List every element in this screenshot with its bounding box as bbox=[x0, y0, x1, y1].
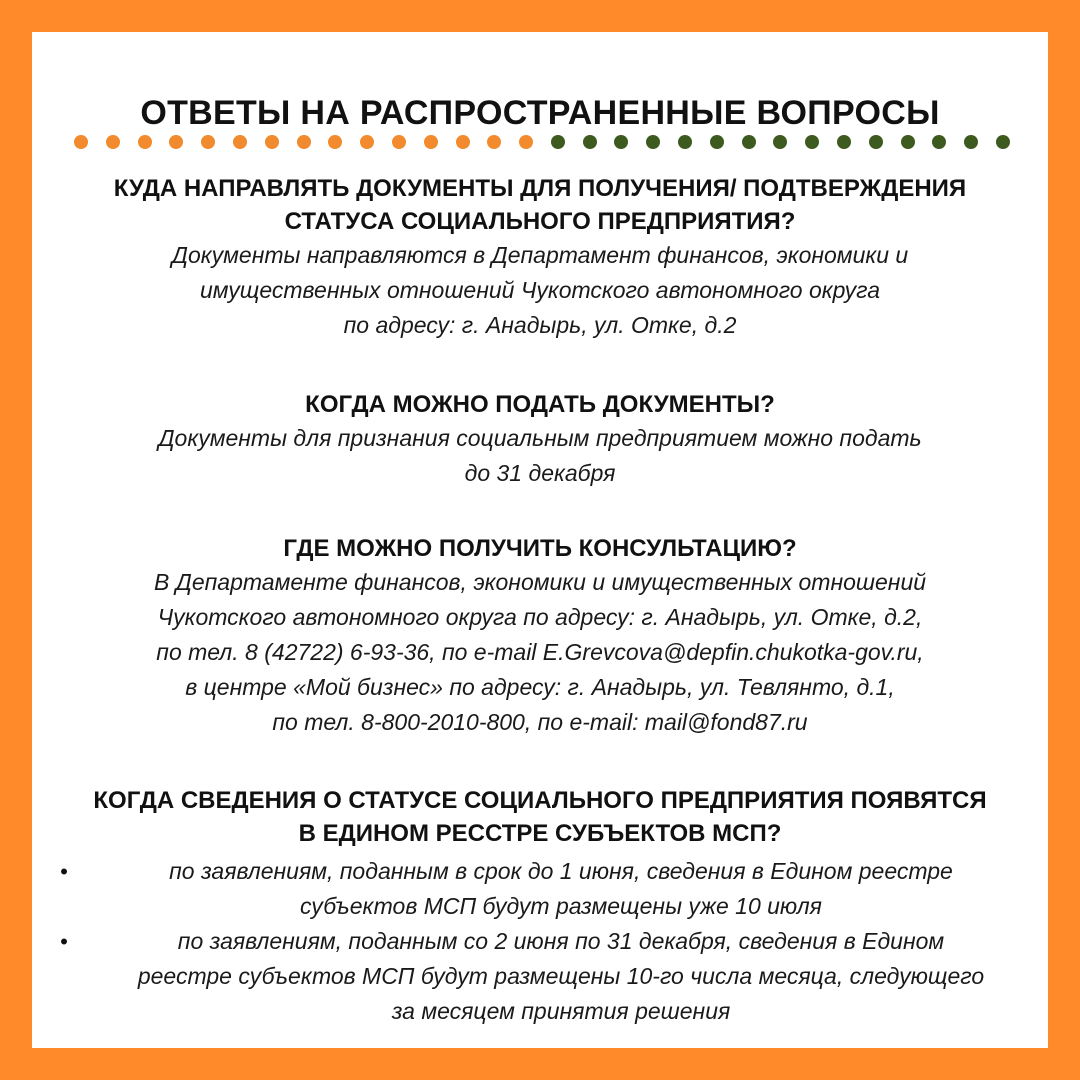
divider-dot bbox=[646, 135, 660, 149]
bullet-item-2: • по заявлениям, поданным со 2 июня по 31 декабря, сведения в Едином реестре субъектов МСП будут размещены 10-го числа месяца, следующего за месяцем принятия решения bbox=[32, 924, 1048, 1029]
divider-dot bbox=[869, 135, 883, 149]
divider-dot bbox=[551, 135, 565, 149]
faq-section-1 bbox=[32, 172, 1048, 343]
divider-dot bbox=[360, 135, 374, 149]
divider-dot bbox=[519, 135, 533, 149]
bullet-icon: • bbox=[60, 929, 68, 954]
divider-dot bbox=[456, 135, 470, 149]
divider-dot bbox=[265, 135, 279, 149]
divider-dot bbox=[169, 135, 183, 149]
dot-divider bbox=[74, 135, 1010, 151]
divider-dot bbox=[424, 135, 438, 149]
divider-dot bbox=[138, 135, 152, 149]
divider-dot bbox=[678, 135, 692, 149]
divider-dot bbox=[614, 135, 628, 149]
divider-dot bbox=[805, 135, 819, 149]
divider-dot bbox=[392, 135, 406, 149]
answer-2: Документы для признания социальным предприятием можно подать до 31 декабря bbox=[158, 425, 922, 486]
answer-3: В Департаменте финансов, экономики и имущественных отношений Чукотского автономного округа по адресу: г. Анадырь, ул. Отке, д.2, по тел. 8 (42722) 6-93-36, по e-mail E.Grevcova@depfin.chukotka-gov.ru, в центре «Мой бизнес» по адресу: г. Анадырь, ул. Тевлянто, д.1, по тел. 8-800-2010-800, по e-mail: mail@fond87.ru bbox=[153, 569, 927, 735]
divider-dot bbox=[773, 135, 787, 149]
faq-card bbox=[32, 32, 1048, 1048]
bullet-list bbox=[32, 854, 1048, 1029]
divider-dot bbox=[328, 135, 342, 149]
divider-dot bbox=[74, 135, 88, 149]
question-1: КУДА НАПРАВЛЯТЬ ДОКУМЕНТЫ ДЛЯ ПОЛУЧЕНИЯ/ ПОДТВЕРЖДЕНИЯ СТАТУСА СОЦИАЛЬНОГО ПРЕДПРИЯТИЯ? bbox=[113, 175, 967, 235]
divider-dot bbox=[901, 135, 915, 149]
divider-dot bbox=[106, 135, 120, 149]
faq-section-3 bbox=[32, 532, 1048, 740]
question-3: ГДЕ МОЖНО ПОЛУЧИТЬ КОНСУЛЬТАЦИЮ? bbox=[283, 535, 797, 562]
divider-dot bbox=[487, 135, 501, 149]
faq-section-4 bbox=[32, 784, 1048, 850]
bullet-item-1: • по заявлениям, поданным в срок до 1 июня, сведения в Едином реестре субъектов МСП будут размещены уже 10 июля bbox=[32, 854, 1048, 924]
page-title: ОТВЕТЫ НА РАСПРОСТРАНЕННЫЕ ВОПРОСЫ bbox=[140, 94, 940, 132]
divider-dot bbox=[837, 135, 851, 149]
answer-1: Документы направляются в Департамент финансов, экономики и имущественных отношений Чукотского автономного округа по адресу: г. Анадырь, ул. Отке, д.2 bbox=[171, 242, 909, 338]
divider-dot bbox=[964, 135, 978, 149]
divider-dot bbox=[932, 135, 946, 149]
divider-dot bbox=[583, 135, 597, 149]
question-2: КОГДА МОЖНО ПОДАТЬ ДОКУМЕНТЫ? bbox=[305, 391, 775, 418]
divider-dot bbox=[710, 135, 724, 149]
question-4: КОГДА СВЕДЕНИЯ О СТАТУСЕ СОЦИАЛЬНОГО ПРЕДПРИЯТИЯ ПОЯВЯТСЯ В ЕДИНОМ РЕССТРЕ СУБЪЕКТОВ МСП? bbox=[93, 787, 987, 847]
divider-dot bbox=[742, 135, 756, 149]
faq-section-2 bbox=[32, 388, 1048, 491]
bullet-icon: • bbox=[60, 859, 68, 884]
divider-dot bbox=[201, 135, 215, 149]
divider-dot bbox=[233, 135, 247, 149]
divider-dot bbox=[996, 135, 1010, 149]
divider-dot bbox=[297, 135, 311, 149]
